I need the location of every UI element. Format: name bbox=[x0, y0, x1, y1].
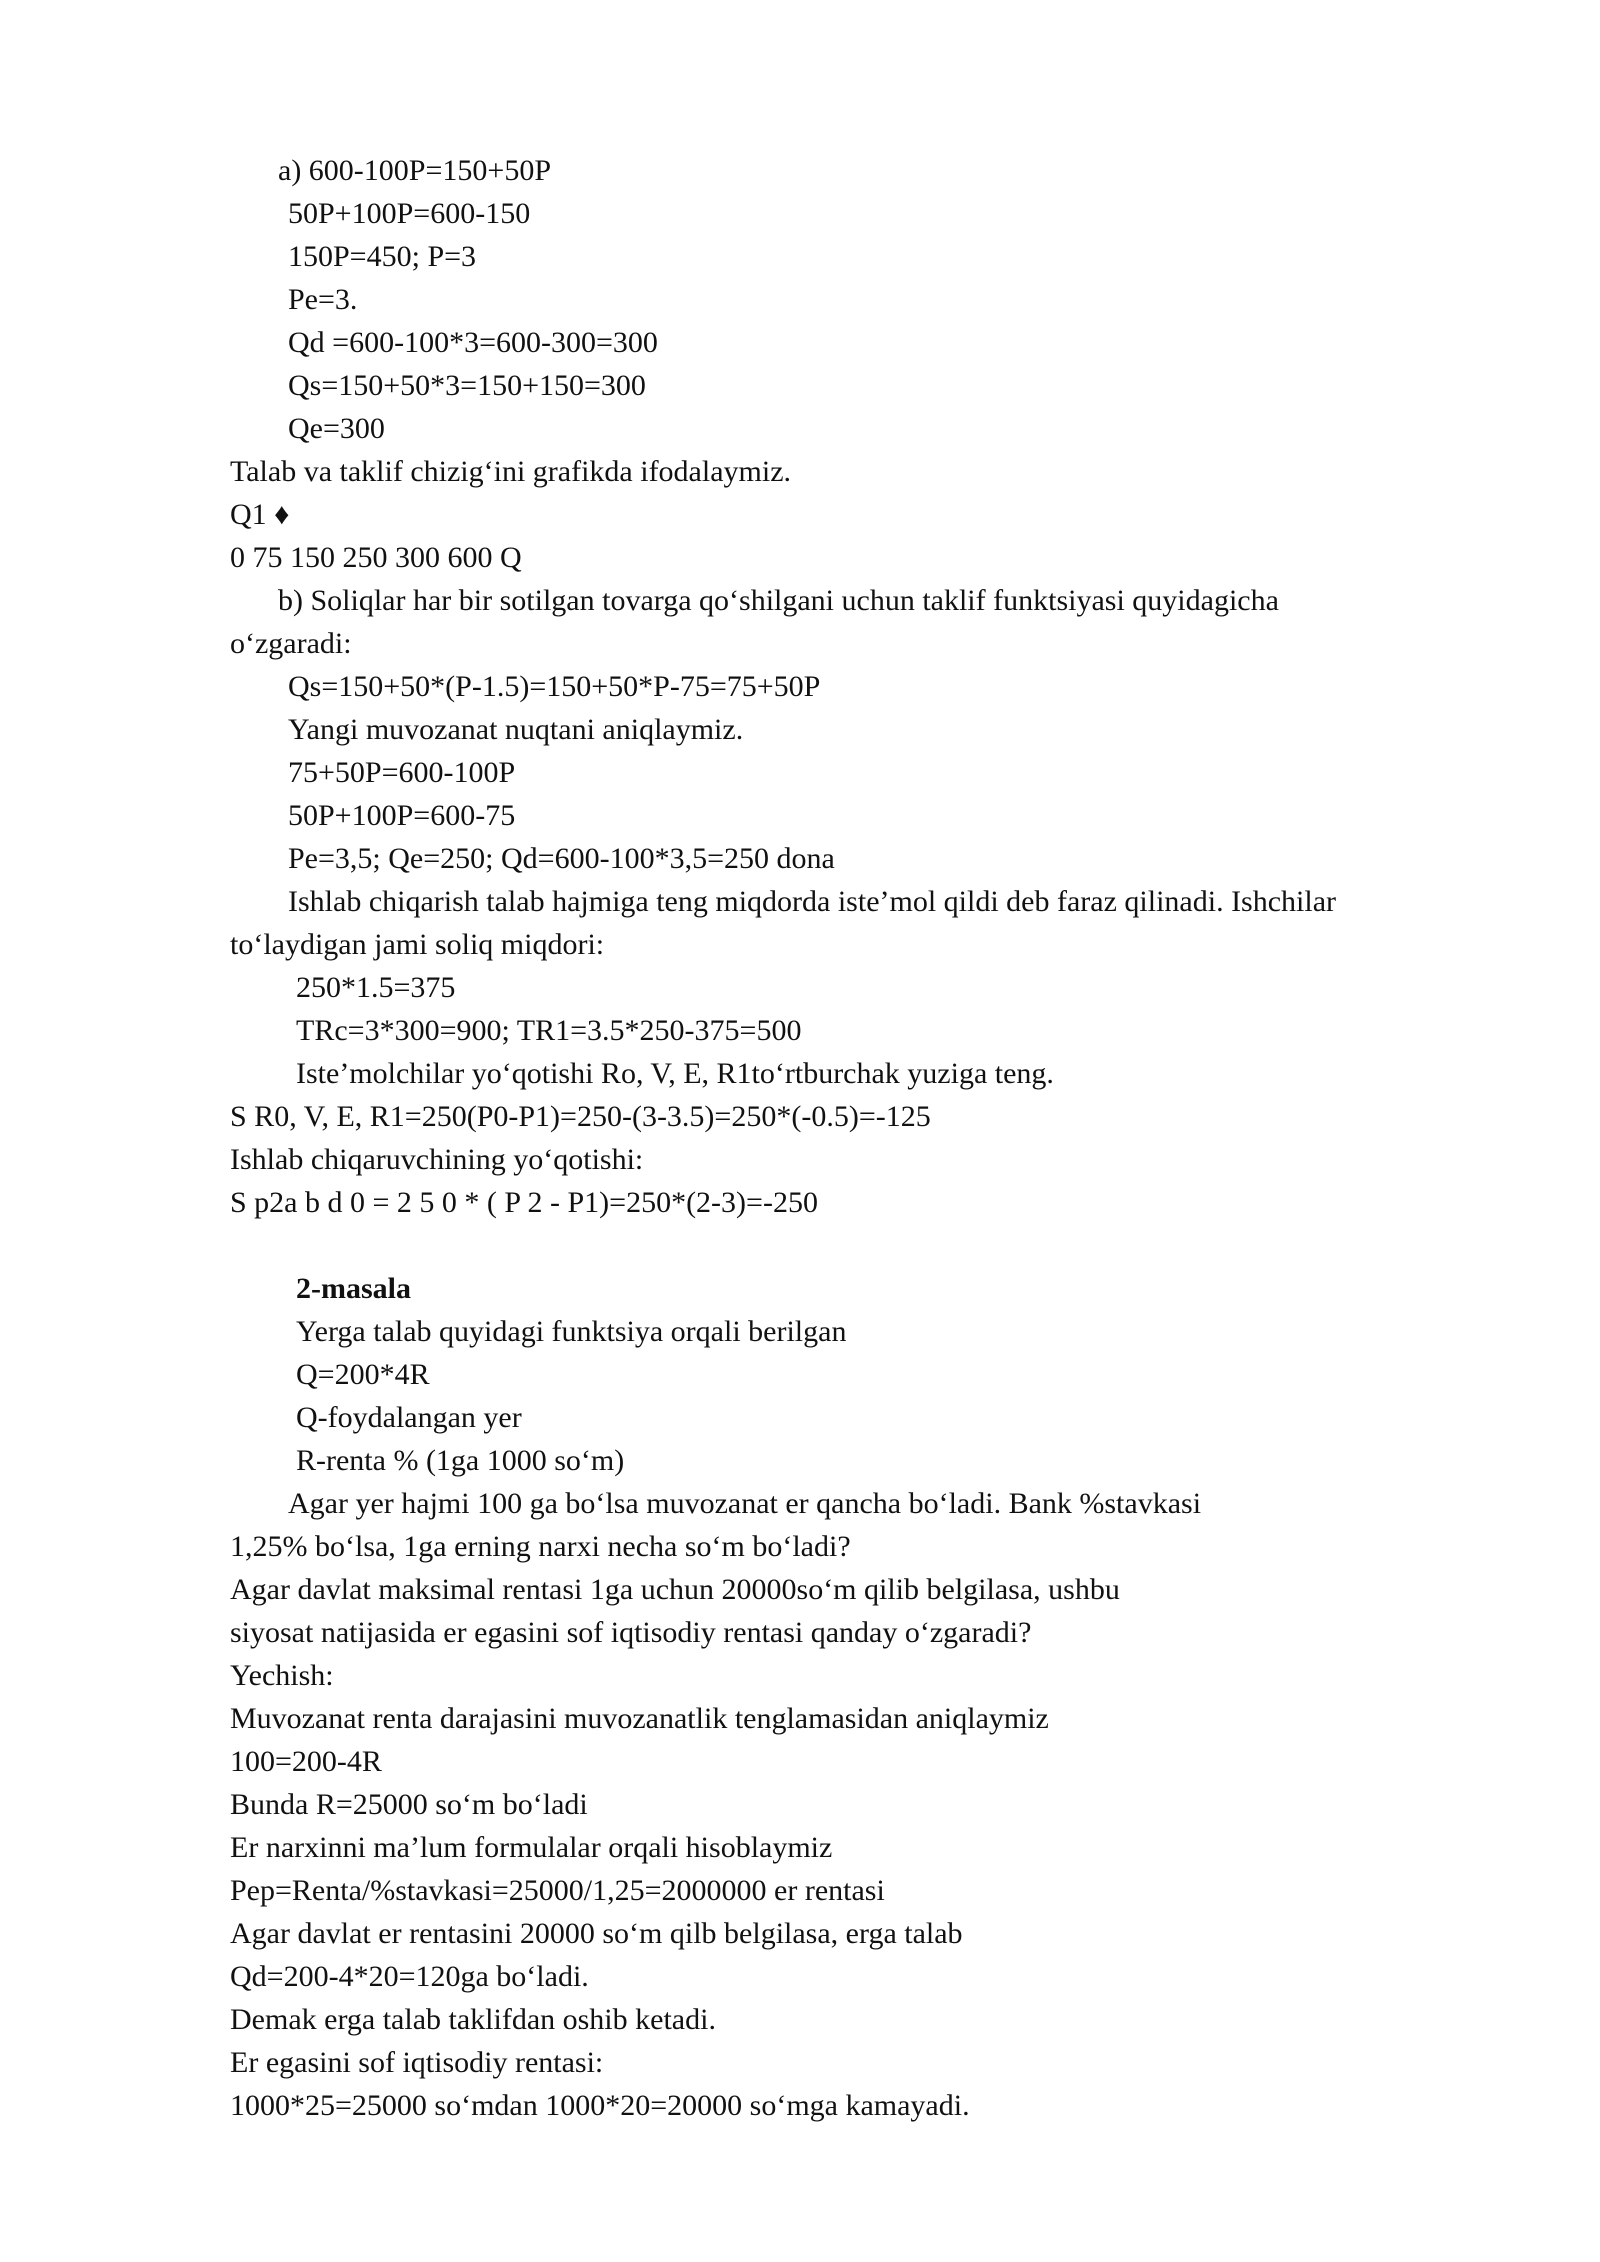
text-line: Ishlab chiqarish talab hajmiga teng miqdorda iste’mol qildi deb faraz qilinadi. Ishchilar bbox=[288, 885, 1337, 918]
text-line: Pe=3,5; Qe=250; Qd=600-100*3,5=250 dona bbox=[288, 842, 835, 875]
text-line: Qs=150+50*3=150+150=300 bbox=[288, 369, 646, 402]
text-line: a) 600-100P=150+50P bbox=[278, 154, 552, 187]
text-line: o‘zgaradi: bbox=[230, 627, 352, 660]
text-line: Qs=150+50*(P-1.5)=150+50*P-75=75+50P bbox=[288, 670, 821, 703]
text-line: siyosat natijasida er egasini sof iqtisodiy rentasi qanday o‘zgaradi? bbox=[230, 1616, 1032, 1649]
text-line: 50P+100P=600-75 bbox=[288, 799, 516, 832]
text-line: Agar davlat er rentasini 20000 so‘m qilb belgilasa, erga talab bbox=[230, 1917, 963, 1950]
text-line: Er egasini sof iqtisodiy rentasi: bbox=[230, 2046, 604, 2079]
text-line: Q=200*4R bbox=[296, 1358, 430, 1391]
text-line: Muvozanat renta darajasini muvozanatlik tenglamasidan aniqlaymiz bbox=[230, 1702, 1049, 1735]
text-line: 150P=450; P=3 bbox=[288, 240, 477, 273]
text-line: Q1 ♦ bbox=[230, 498, 290, 531]
text-line: TRc=3*300=900; TR1=3.5*250-375=500 bbox=[296, 1014, 802, 1047]
text-line: Q-foydalangan yer bbox=[296, 1401, 522, 1434]
text-line: to‘laydigan jami soliq miqdori: bbox=[230, 928, 605, 961]
text-line: Qe=300 bbox=[288, 412, 385, 445]
text-line: Bunda R=25000 so‘m bo‘ladi bbox=[230, 1788, 588, 1821]
text-line: 50P+100P=600-150 bbox=[288, 197, 531, 230]
text-line: Pe=3. bbox=[288, 283, 358, 316]
text-line: S p2a b d 0 = 2 5 0 * ( P 2 - P1)=250*(2-3)=-250 bbox=[230, 1186, 818, 1219]
text-line: Yechish: bbox=[230, 1659, 334, 1692]
text-line: Qd =600-100*3=600-300=300 bbox=[288, 326, 658, 359]
text-line: 75+50P=600-100P bbox=[288, 756, 516, 789]
text-line: S R0, V, E, R1=250(P0-P1)=250-(3-3.5)=250*(-0.5)=-125 bbox=[230, 1100, 931, 1133]
text-line: Ishlab chiqaruvchining yo‘qotishi: bbox=[230, 1143, 644, 1176]
text-line: Yangi muvozanat nuqtani aniqlaymiz. bbox=[288, 713, 744, 746]
text-line: 1000*25=25000 so‘mdan 1000*20=20000 so‘mga kamayadi. bbox=[230, 2089, 970, 2122]
text-line: b) Soliqlar har bir sotilgan tovarga qo‘shilgani uchun taklif funktsiyasi quyidagicha bbox=[278, 584, 1279, 617]
text-line: 100=200-4R bbox=[230, 1745, 382, 1778]
text-line: 0 75 150 250 300 600 Q bbox=[230, 541, 522, 574]
text-line: Er narxinni ma’lum formulalar orqali hisoblaymiz bbox=[230, 1831, 833, 1864]
text-line: R-renta % (1ga 1000 so‘m) bbox=[296, 1444, 625, 1477]
text-line: Pep=Renta/%stavkasi=25000/1,25=2000000 er rentasi bbox=[230, 1874, 885, 1907]
text-line: 250*1.5=375 bbox=[296, 971, 456, 1004]
text-line: Yerga talab quyidagi funktsiya orqali berilgan bbox=[296, 1315, 847, 1348]
text-line: Iste’molchilar yo‘qotishi Ro, V, E, R1to‘rtburchak yuziga teng. bbox=[296, 1057, 1054, 1090]
text-line: Talab va taklif chizig‘ini grafikda ifodalaymiz. bbox=[230, 455, 792, 488]
text-line: Agar yer hajmi 100 ga bo‘lsa muvozanat er qancha bo‘ladi. Bank %stavkasi bbox=[288, 1487, 1202, 1520]
text-line: 1,25% bo‘lsa, 1ga erning narxi necha so‘m bo‘ladi? bbox=[230, 1530, 851, 1563]
text-line: Demak erga talab taklifdan oshib ketadi. bbox=[230, 2003, 716, 2036]
section-heading: 2-masala bbox=[296, 1272, 411, 1305]
text-line: Agar davlat maksimal rentasi 1ga uchun 20000so‘m qilib belgilasa, ushbu bbox=[230, 1573, 1120, 1606]
text-line: Qd=200-4*20=120ga bo‘ladi. bbox=[230, 1960, 589, 1993]
